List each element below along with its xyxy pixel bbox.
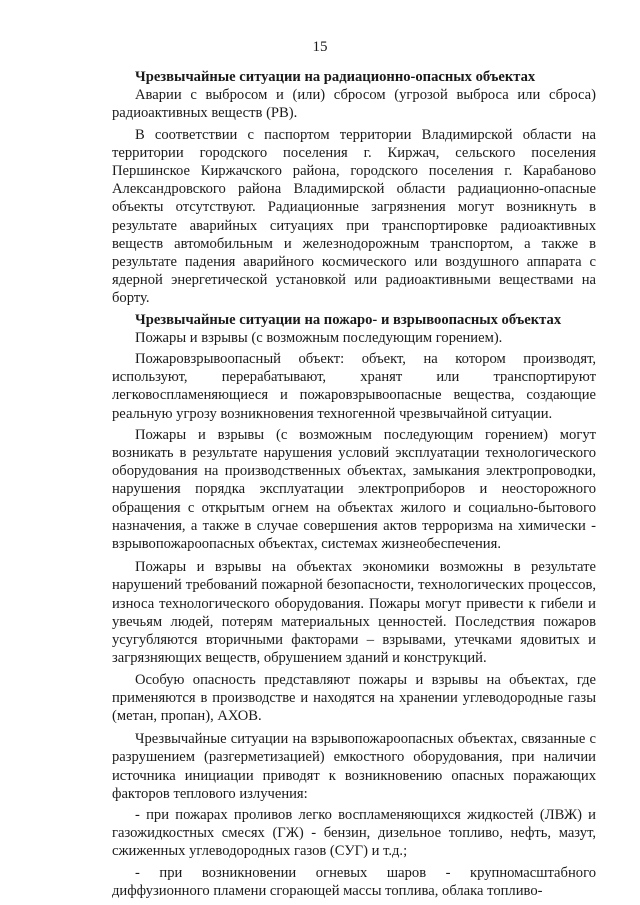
- document-body: [112, 68, 596, 900]
- paragraph: Пожаровзрывоопасный объект: объект, на котором производят, используют, перерабатывают, хранят или транспортируют легковоспламеняющиеся и пожаровзрывоопасные вещества, создающие реальную угрозу возникновения техногенной чрезвычайной ситуации.: [112, 351, 596, 422]
- list-item: - при пожарах проливов легко воспламеняющихся жидкостей (ЛВЖ) и газожидкостных смесях (ГЖ) - бензин, дизельное топливо, нефть, мазут, сжиженных углеводородных газов (СУГ) и т.д.;: [112, 806, 596, 860]
- section-heading-radiation: Чрезвычайные ситуации на радиационно-опасных объектах: [135, 69, 536, 85]
- paragraph: Пожары и взрывы (с возможным последующим горением).: [135, 329, 503, 346]
- list-item: - при возникновении огневых шаров - крупномасштабного диффузионного пламени сгорающей массы топлива, облака топливо-: [112, 864, 596, 899]
- section-heading-fire-explosion: Чрезвычайные ситуации на пожаро- и взрывоопасных объектах: [135, 311, 562, 328]
- page-number: 15: [312, 39, 328, 55]
- paragraph: Особую опасность представляют пожары и взрывы на объектах, где применяются в производстве и находятся на хранении углеводородные газы (метан, пропан), АХОВ.: [112, 671, 596, 724]
- paragraph: В соответствии с паспортом территории Владимирской области на территории городского поселения г. Киржач, сельского поселения Першинское Киржачского района, городского поселения г. Карабаново Александровского района Владимирской области радиационно-опасные объекты отсутствуют. Радиационные загрязнения могут возникнуть в результате аварийных ситуациях при транспортировке радиоактивных веществ автомобильным и железнодорожным транспортом, а также в результате падения аварийного космического или воздушного аппарата с ядерной энергетической установкой или радиоактивными веществами на борту.: [112, 126, 596, 307]
- paragraph: Аварии с выбросом и (или) сбросом (угрозой выброса или сброса) радиоактивных веществ (РВ).: [112, 87, 596, 122]
- paragraph: Чрезвычайные ситуации на взрывопожароопасных объектах, связанные с разрушением (разгерметизацией) емкостного оборудования, при наличии источника инициации приводят к возникновению опасных поражающих факторов теплового излучения:: [112, 731, 596, 802]
- paragraph: Пожары и взрывы на объектах экономики возможны в результате нарушений требований пожарной безопасности, технологических процессов, износа технологического оборудования. Пожары могут привести к гибели и увечьям людей, потерям материальных ценностей. Последствия пожаров усугубляются вторичными факторами – взрывами, утечками ядовитых и загрязняющих веществ, обрушением зданий и конструкций.: [112, 559, 596, 667]
- paragraph: Пожары и взрывы (с возможным последующим горением) могут возникать в результате нарушения условий эксплуатации технологического оборудования на производственных объектах, замыкания электропроводки, нарушения порядка эксплуатации электроприборов и неосторожного обращения с открытым огнем на объектах жилого и социально-бытового назначения, а также в случае совершения актов терроризма на химически - взрывопожароопасных объектах, системах жизнеобеспечения.: [112, 426, 596, 553]
